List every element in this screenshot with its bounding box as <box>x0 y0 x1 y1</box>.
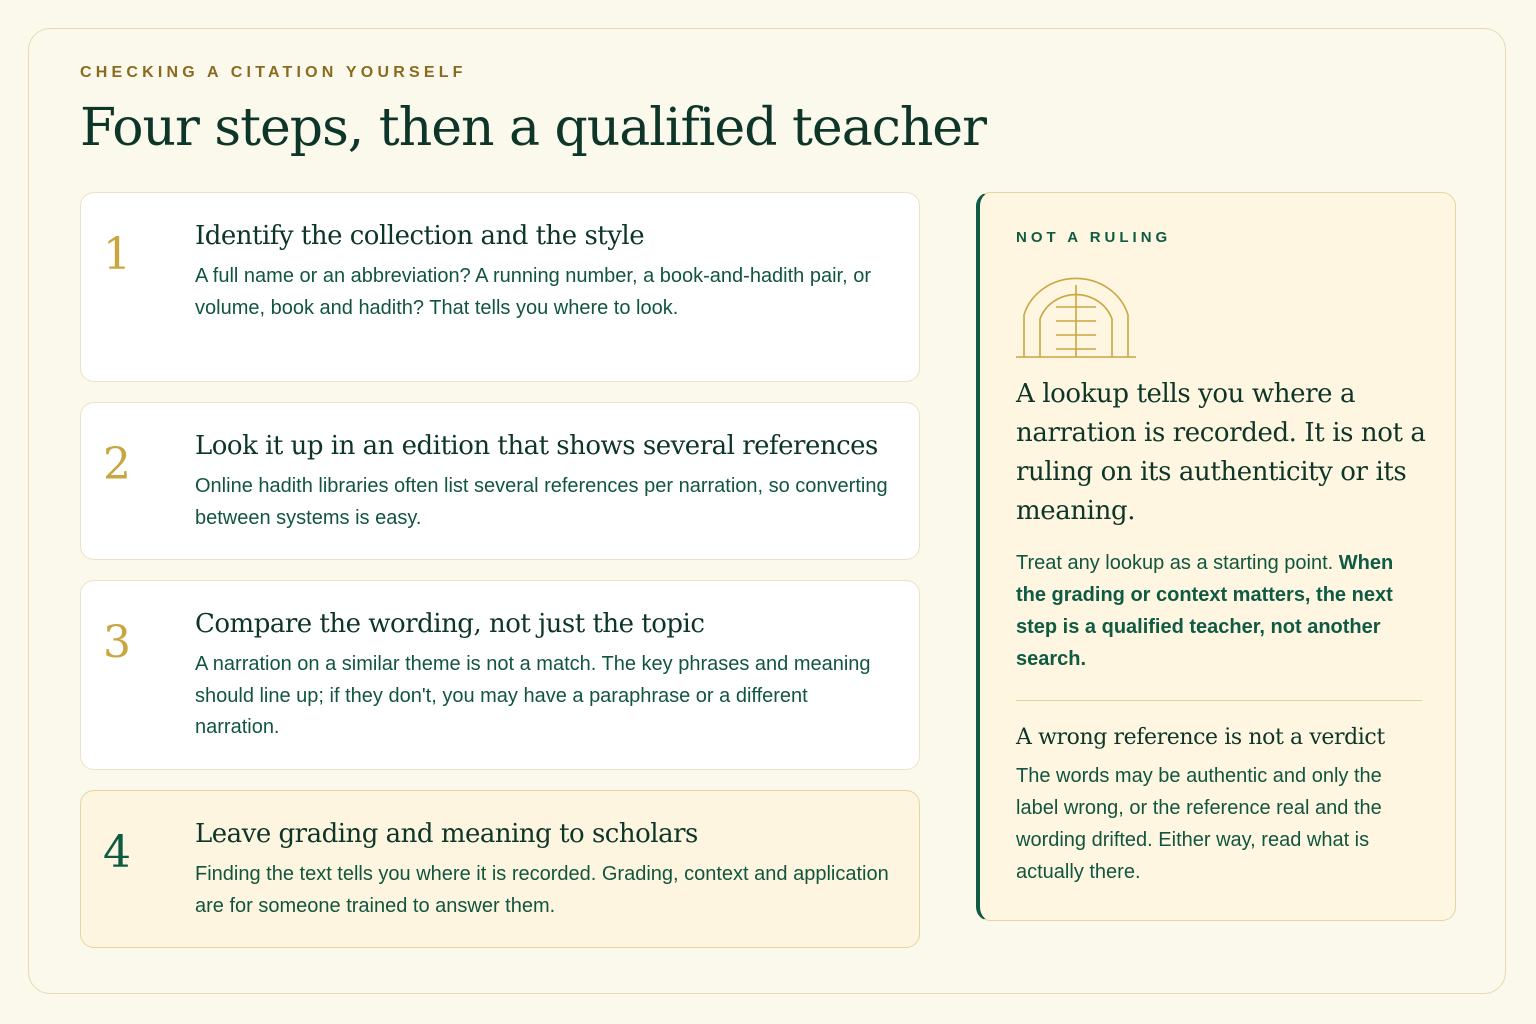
page-title: Four steps, then a qualified teacher <box>80 98 986 158</box>
callout-divider <box>1016 700 1422 701</box>
step-number: 4 <box>103 827 131 878</box>
section-eyebrow: CHECKING A CITATION YOURSELF <box>80 64 467 81</box>
step-card-1 <box>80 192 920 382</box>
step-card-3 <box>80 580 920 770</box>
step-body: Finding the text tells you where it is recorded. Grading, context and application are for someone trained to answer them. <box>195 863 889 917</box>
step-card-2 <box>80 402 920 560</box>
step-number: 3 <box>103 617 131 668</box>
callout-subtitle-body: The words may be authentic and only the label wrong, or the reference real and the wording drifted. Either way, read what is actually there. <box>1016 765 1382 883</box>
step-body: A narration on a similar theme is not a match. The key phrases and meaning should line up; if they don't, you may have a paraphrase or a different narration. <box>195 653 871 738</box>
step-body: A full name or an abbreviation? A running number, a book-and-hadith pair, or volume, book and hadith? That tells you where to look. <box>195 265 872 319</box>
step-title: Identify the collection and the style <box>195 221 645 251</box>
callout-lead: A lookup tells you where a narration is recorded. It is not a ruling on its authenticity or its meaning. <box>1016 379 1426 526</box>
step-number: 2 <box>103 439 131 490</box>
step-number: 1 <box>103 229 131 280</box>
step-body: Online hadith libraries often list several references per narration, so converting between systems is easy. <box>195 475 888 529</box>
callout-text-plain: Treat any lookup as a starting point. <box>1016 552 1339 574</box>
callout-subtitle: A wrong reference is not a verdict <box>1016 725 1385 750</box>
callout-text <box>1016 547 1426 675</box>
arch-icon <box>1016 263 1140 363</box>
step-title: Compare the wording, not just the topic <box>195 609 705 639</box>
not-a-ruling-callout <box>976 192 1456 921</box>
callout-text-emphasis: When the grading or context matters, the next step is a qualified teacher, not another search. <box>1016 552 1394 670</box>
step-card-4 <box>80 790 920 948</box>
step-title: Look it up in an edition that shows several references <box>195 431 878 461</box>
step-title: Leave grading and meaning to scholars <box>195 819 698 849</box>
callout-eyebrow: NOT A RULING <box>1016 229 1172 246</box>
